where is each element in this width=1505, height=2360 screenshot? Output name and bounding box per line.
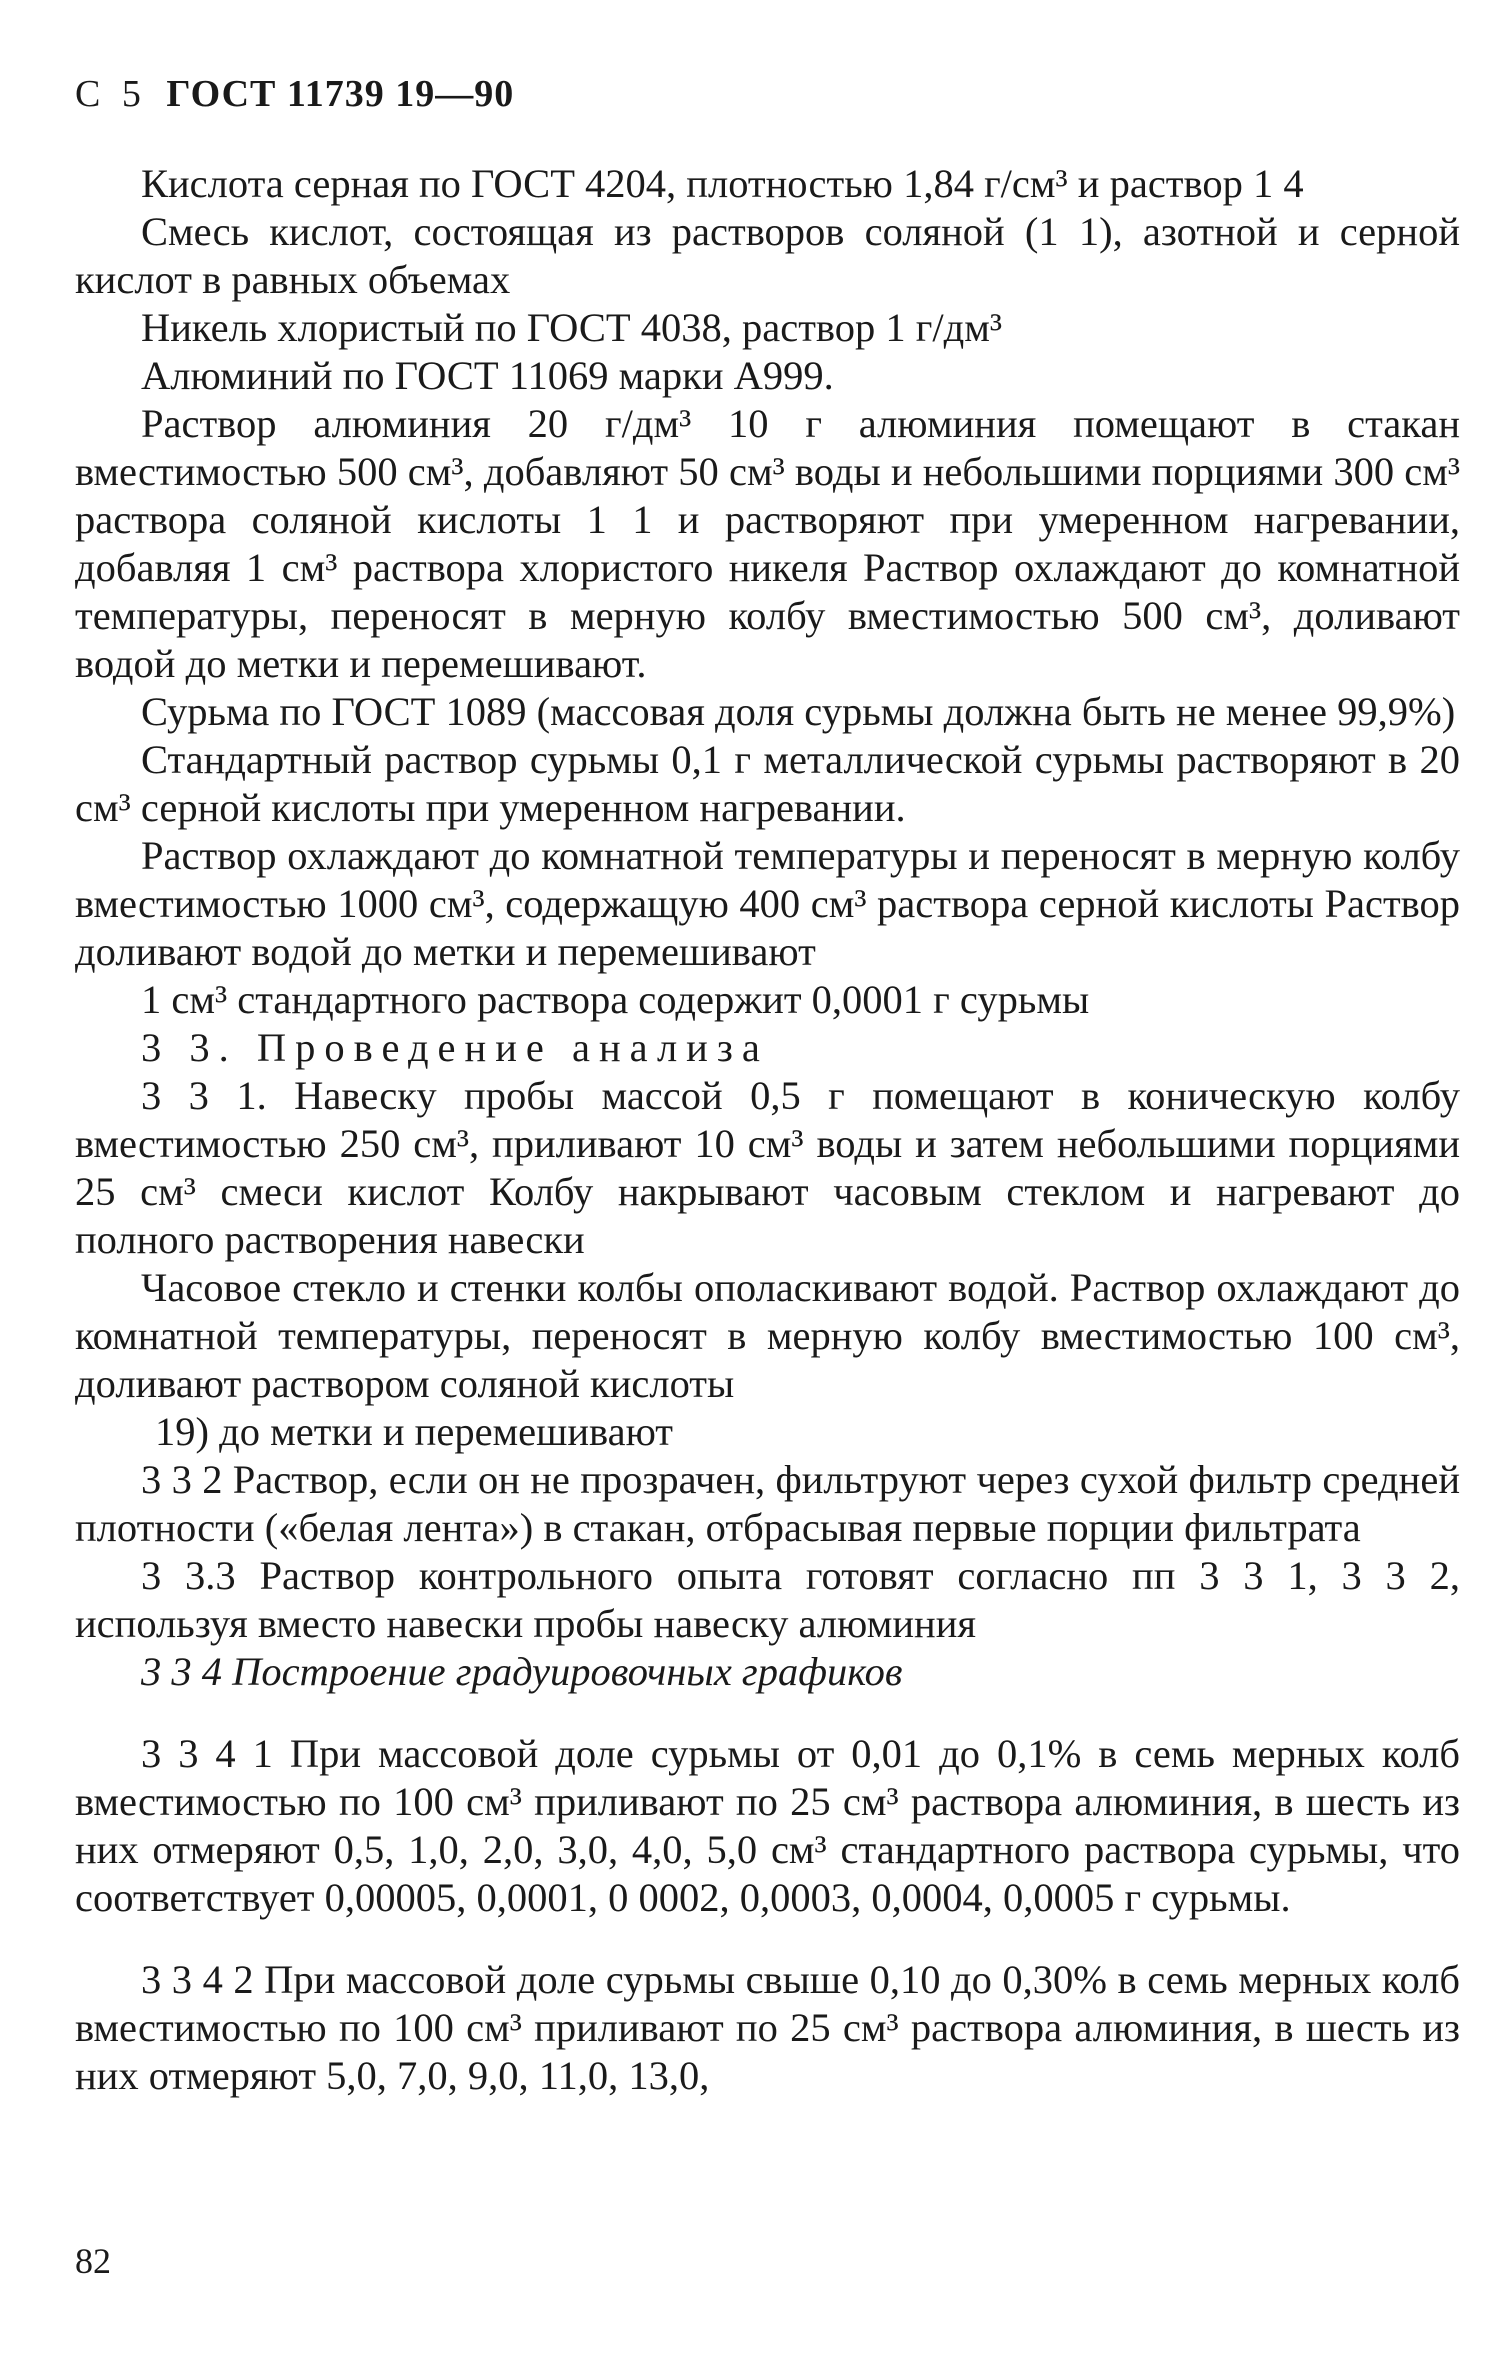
paragraph: Раствор алюминия 20 г/дм³ 10 г алюминия помещают в стакан вместимостью 500 см³, добавляют 50 см³ воды и небольшими порциями 300 см³ раствора соляной кислоты 1 1 и растворяют при умеренном нагревании, добавляя 1 см³ раствора хлористого никеля Раствор охлаждают до комнатной температуры, переносят в мерную колбу вместимостью 500 см³, доливают водой до метки и перемешивают. [75, 401, 1460, 686]
header-prefix: С [75, 73, 102, 115]
page-number: 82 [75, 2241, 111, 2281]
paragraph: 19) до метки и перемешивают [155, 1409, 673, 1454]
paragraph: Часовое стекло и стенки колбы ополаскивают водой. Раствор охлаждают до комнатной температуры, переносят в мерную колбу вместимостью 100 см³, доливают раствором соляной кислоты [75, 1265, 1460, 1406]
subsection-heading [75, 1648, 1460, 1696]
header-standard: ГОСТ 11739 19—90 [166, 73, 515, 115]
paragraph: 3 3.3 Раствор контрольного опыта готовят согласно пп 3 3 1, 3 3 2, используя вместо навески пробы навеску алюминия [75, 1553, 1460, 1646]
paragraph: 3 3 1. Навеску пробы массой 0,5 г помещают в коническую колбу вместимостью 250 см³, приливают 10 см³ воды и затем небольшими порциями 25 см³ смеси кислот Колбу накрывают часовым стеклом и нагревают до полного растворения навески [75, 1073, 1460, 1262]
header-page-no: 5 [121, 73, 142, 115]
page-header [75, 72, 514, 116]
paragraph: 1 см³ стандартного раствора содержит 0,0001 г сурьмы [141, 977, 1090, 1022]
paragraph: 3 3 4 2 При массовой доле сурьмы свыше 0,10 до 0,30% в семь мерных колб вместимостью по 100 см³ приливают по 25 см³ раствора алюминия, в шесть из них отмеряют 5,0, 7,0, 9,0, 11,0, 13,0, [75, 1957, 1460, 2098]
paragraph: Алюминий по ГОСТ 11069 марки А999. [141, 353, 834, 398]
paragraph: Смесь кислот, состоящая из растворов соляной (1 1), азотной и серной кислот в равных объемах [75, 209, 1460, 302]
paragraph: Раствор охлаждают до комнатной температуры и переносят в мерную колбу вместимостью 1000 см³, содержащую 400 см³ раствора серной кислоты Раствор доливают водой до метки и перемешивают [75, 833, 1460, 974]
paragraph: Никель хлористый по ГОСТ 4038, раствор 1 г/дм³ [141, 305, 1003, 350]
paragraph: Сурьма по ГОСТ 1089 (массовая доля сурьмы должна быть не менее 99,9%) [141, 689, 1456, 734]
section-heading: 3 3. Проведение анализа [141, 1025, 769, 1070]
paragraph: 3 3 2 Раствор, если он не прозрачен, фильтруют через сухой фильтр средней плотности («белая лента») в стакан, отбрасывая первые порции фильтрата [75, 1457, 1460, 1550]
body-text [75, 160, 1460, 2100]
paragraph: Стандартный раствор сурьмы 0,1 г металлической сурьмы растворяют в 20 см³ серной кислоты при умеренном нагревании. [75, 737, 1460, 830]
paragraph: Кислота серная по ГОСТ 4204, плотностью 1,84 г/см³ и раствор 1 4 [141, 161, 1304, 206]
subsection-heading-text: 3 3 4 Построение градуировочных графиков [141, 1649, 903, 1694]
paragraph: 3 3 4 1 При массовой доле сурьмы от 0,01 до 0,1% в семь мерных колб вместимостью по 100 см³ приливают по 25 см³ раствора алюминия, в шесть из них отмеряют 0,5, 1,0, 2,0, 3,0, 4,0, 5,0 см³ стандартного раствора сурьмы, что соответствует 0,00005, 0,0001, 0 0002, 0,0003, 0,0004, 0,0005 г сурьмы. [75, 1731, 1460, 1920]
